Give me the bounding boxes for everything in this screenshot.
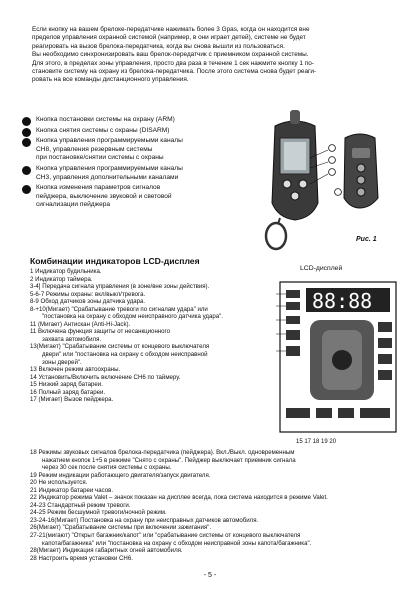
button-legend-line: сигнализации пейджера xyxy=(36,201,111,209)
list-item: 14 Установить/Включить включение СН6 по таймеру. xyxy=(30,373,181,381)
list-item: 18 Режимы звуковых сигналов брелока-передатчика (пейджера). Вкл./Выкл. одновременным xyxy=(30,449,295,456)
list-item: двери" или "постановка на охрану с обходом неисправной xyxy=(42,351,208,359)
list-item: 5-6-7 Режимы охраны: вкл/выкл/тревога. xyxy=(30,290,146,298)
list-item: 13 Включен режим автоохраны. xyxy=(30,366,121,374)
list-item: капота/багажника" или "постановка на охрану с обходом неисправной зоны капота/багажника". xyxy=(42,539,312,547)
button-legend-line: пейджера, выключение звуковой и световой xyxy=(36,192,172,200)
intro-line: Если кнопку на вашем брелоке-передатчике нажимать более 3 Gpas, когда он находится вне xyxy=(32,26,310,33)
button-legend xyxy=(22,116,232,212)
list-item: 3-4] Передача сигнала управления (в зоне/вне зоны действия). xyxy=(30,283,210,291)
list-item: через 30 сек после снятия системы с охраны. xyxy=(42,464,172,472)
list-item: 8-9 Обход датчиков зоны датчика удара. xyxy=(30,298,146,306)
intro-line: становите систему на охрану из брелока-передатчика. После этого система снова будет реаги- xyxy=(32,68,317,76)
button-legend-item xyxy=(22,137,232,163)
bullet-icon xyxy=(22,185,31,194)
list-item: 26(Мигает) "Срабатывание системы при включении зажигания". xyxy=(30,524,212,532)
indicator-list xyxy=(30,268,278,404)
list-item: 15 Низкий заряд батареи. xyxy=(30,381,103,389)
list-item: 28 Настроить время установки СН6. xyxy=(30,554,133,562)
button-legend-item xyxy=(22,165,232,182)
intro-line: ровать на все команды дистанционного управления. xyxy=(32,76,189,84)
indicator-list-continued xyxy=(30,449,390,562)
button-legend-item xyxy=(22,184,232,210)
list-item: 13(Мигает) "Срабатывание системы от концевого выключателя xyxy=(30,343,210,351)
list-item: 24-25 Режим бесшумной тревоги/ночной режим. xyxy=(30,509,167,517)
list-item: 23-24-16(Мигает) Постановка на охрану при неисправных датчиков автомобиля. xyxy=(30,516,259,524)
list-item: 11 Включена функция защиты от несанкционного xyxy=(30,328,171,336)
page-number: - 5 - xyxy=(203,572,217,579)
list-item: 17 (Мигает) Вызов пейджера. xyxy=(30,396,114,404)
lcd-bottom-numbers: 15 17 18 19 20 xyxy=(296,439,337,445)
intro-line: пределов управления охранной системой (например, в они играет детей), системе не будет xyxy=(32,34,306,42)
lcd-caption: LCD-дисплей xyxy=(300,265,343,272)
button-legend-item xyxy=(22,127,232,136)
remote-control-illustration xyxy=(240,108,390,253)
list-item: 11 (Мигает) Антискан (Anti-Hi-Jack). xyxy=(30,320,131,328)
list-item: 27-21(мигают) "Открыт багажник/капот" или "срабатывание системы от концевого выключателя xyxy=(30,532,301,540)
button-legend-line: Кнопка изменения параметров сигналов xyxy=(36,184,161,192)
list-item: зоны дверей". xyxy=(42,358,82,366)
list-item: 24-23 Стандартный режим тревоги. xyxy=(30,501,131,509)
section-title: Комбинации индикаторов LCD-дисплея xyxy=(30,256,200,266)
list-item: 20 Не используется. xyxy=(30,479,88,487)
list-item: 16 Полный заряд батареи. xyxy=(30,388,106,396)
list-item: нажатием кнопок 1+5 в режиме "Снято с охраны". Пейджер выключает приемник сигнала xyxy=(42,456,296,464)
button-legend-line: Кнопка управления программируемыми каналы xyxy=(36,137,183,145)
list-item: 1 Индикатор будильника. xyxy=(30,268,102,275)
list-item: 28(Мигает) Индикация габаритных огней автомобиля. xyxy=(30,547,183,555)
bullet-icon xyxy=(22,166,31,175)
bullet-icon xyxy=(22,138,31,147)
intro-line: реагировать на вызов брелока-передатчика, когда вы снова вышли из пользоваться. xyxy=(32,42,285,50)
button-legend-line: CH8, управления резервным системы xyxy=(36,145,153,153)
list-item: 22 Индикатор режима Valet – значок показан на дисплее всегда, пока система находится в режиме Valet. xyxy=(30,494,328,502)
list-item: 19 Режим индикации работающего двигателя/запуск двигателя. xyxy=(30,471,211,479)
button-legend-line: при постановке/снятии системы с охраны xyxy=(36,154,164,162)
list-item: 8-+10(Мигает) "Срабатывание тревоги по сигналам удара" или xyxy=(30,305,208,313)
list-item: 21 Индикатор батареи часов. xyxy=(30,486,114,494)
svg-text:88:88: 88:88 xyxy=(312,289,373,313)
intro-paragraph xyxy=(32,26,392,85)
list-item: 2 Индикатор таймера. xyxy=(30,275,93,283)
lcd-display-diagram xyxy=(276,276,400,446)
button-legend-line: CH3, управления дополнительными каналами xyxy=(36,173,179,181)
bullet-icon xyxy=(22,117,31,126)
intro-line: Для этого, в пределах зоны управления, просто два раза в течение 1 сек нажмите кнопку 1 по- xyxy=(32,59,314,67)
button-legend-item xyxy=(22,116,232,125)
list-item: "постановка на охрану с обходом неисправного датчика удара". xyxy=(42,313,223,321)
figure-caption: Рис. 1 xyxy=(356,236,377,243)
button-legend-line: Кнопка постановки системы на охрану (ARM) xyxy=(36,116,175,123)
list-item: захвата автомобиля. xyxy=(42,335,102,343)
bullet-icon xyxy=(22,128,31,137)
button-legend-line: Кнопка снятия системы с охраны (DISARM) xyxy=(36,126,170,134)
intro-line: Вы необходимо синхронизировать ваш брелок-передатчик с приемником охранной системы. xyxy=(32,51,309,59)
button-legend-line: Кнопка управления программируемыми каналы xyxy=(36,164,183,172)
